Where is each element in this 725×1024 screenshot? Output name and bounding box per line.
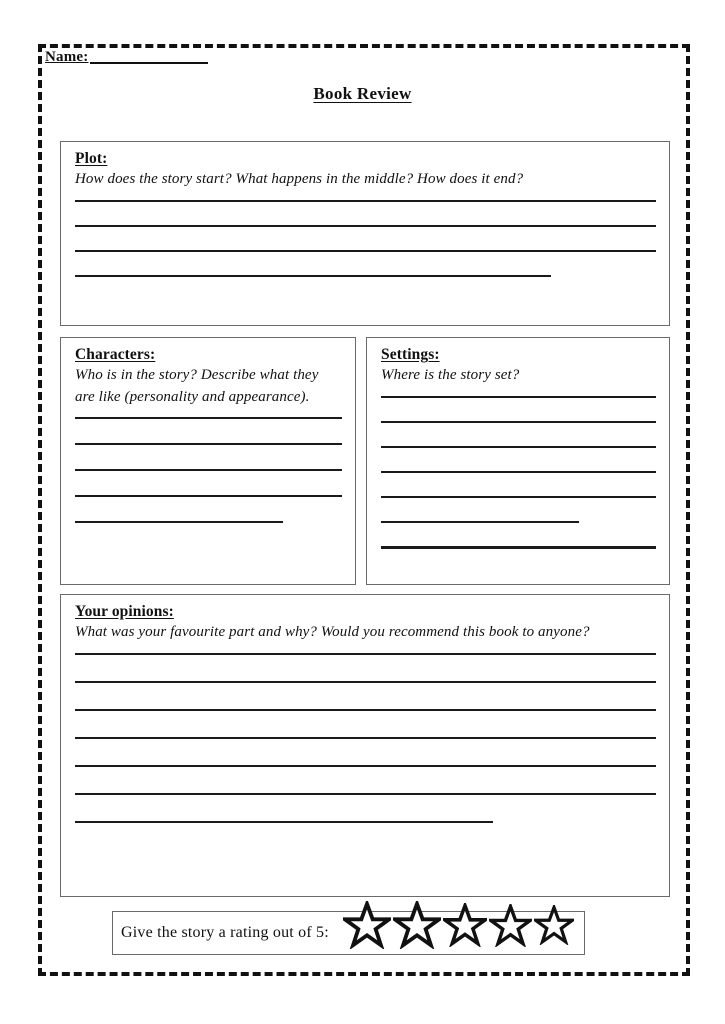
writing-line[interactable] — [75, 737, 656, 739]
writing-line[interactable] — [381, 546, 656, 549]
section-characters-writing-lines — [75, 417, 342, 523]
writing-line[interactable] — [75, 495, 342, 497]
writing-line[interactable] — [75, 275, 551, 277]
writing-line[interactable] — [381, 521, 579, 523]
section-settings-writing-lines — [381, 396, 656, 549]
star-outline-icon[interactable] — [393, 901, 441, 949]
writing-line[interactable] — [75, 443, 342, 445]
writing-line[interactable] — [381, 496, 656, 498]
writing-line[interactable] — [75, 225, 656, 227]
name-label: Name: — [45, 49, 89, 65]
page-title-text: Book Review — [313, 84, 412, 103]
writing-line[interactable] — [75, 250, 656, 252]
writing-line[interactable] — [75, 681, 656, 683]
section-characters — [60, 337, 356, 585]
star-outline-icon[interactable] — [534, 905, 574, 945]
writing-line[interactable] — [75, 521, 283, 523]
section-characters-heading: Characters: — [75, 346, 156, 363]
section-settings-prompt: Where is the story set? — [381, 367, 520, 384]
writing-line[interactable] — [75, 821, 493, 823]
section-opinions-heading: Your opinions: — [75, 603, 174, 620]
writing-line[interactable] — [381, 421, 656, 423]
star-outline-icon[interactable] — [489, 904, 532, 947]
section-opinions-writing-lines — [75, 653, 656, 823]
writing-line[interactable] — [75, 469, 342, 471]
star-outline-icon[interactable] — [443, 903, 487, 947]
writing-line[interactable] — [381, 446, 656, 448]
rating-section — [112, 911, 585, 955]
writing-line[interactable] — [75, 653, 656, 655]
star-outline-icon[interactable] — [343, 901, 391, 949]
section-plot-writing-lines — [75, 200, 656, 277]
rating-label: Give the story a rating out of 5: — [121, 924, 329, 941]
section-plot-prompt: How does the story start? What happens in the middle? How does it end? — [75, 171, 524, 188]
name-field-row — [45, 50, 208, 65]
section-plot-heading: Plot: — [75, 150, 108, 167]
writing-line[interactable] — [75, 709, 656, 711]
writing-line[interactable] — [75, 200, 656, 202]
section-plot — [60, 141, 670, 326]
section-settings — [366, 337, 670, 585]
section-settings-heading: Settings: — [381, 346, 440, 363]
writing-line[interactable] — [75, 417, 342, 419]
writing-line[interactable] — [381, 396, 656, 398]
writing-line[interactable] — [381, 471, 656, 473]
writing-line[interactable] — [75, 793, 656, 795]
writing-line[interactable] — [75, 765, 656, 767]
page-title — [0, 84, 725, 104]
section-opinions-prompt: What was your favourite part and why? Would you recommend this book to anyone? — [75, 624, 590, 641]
name-input-blank[interactable] — [90, 62, 208, 64]
rating-star-group[interactable] — [343, 901, 574, 949]
section-characters-prompt: Who is in the story? Describe what they are like (personality and appearance). — [75, 367, 319, 405]
section-opinions — [60, 594, 670, 897]
